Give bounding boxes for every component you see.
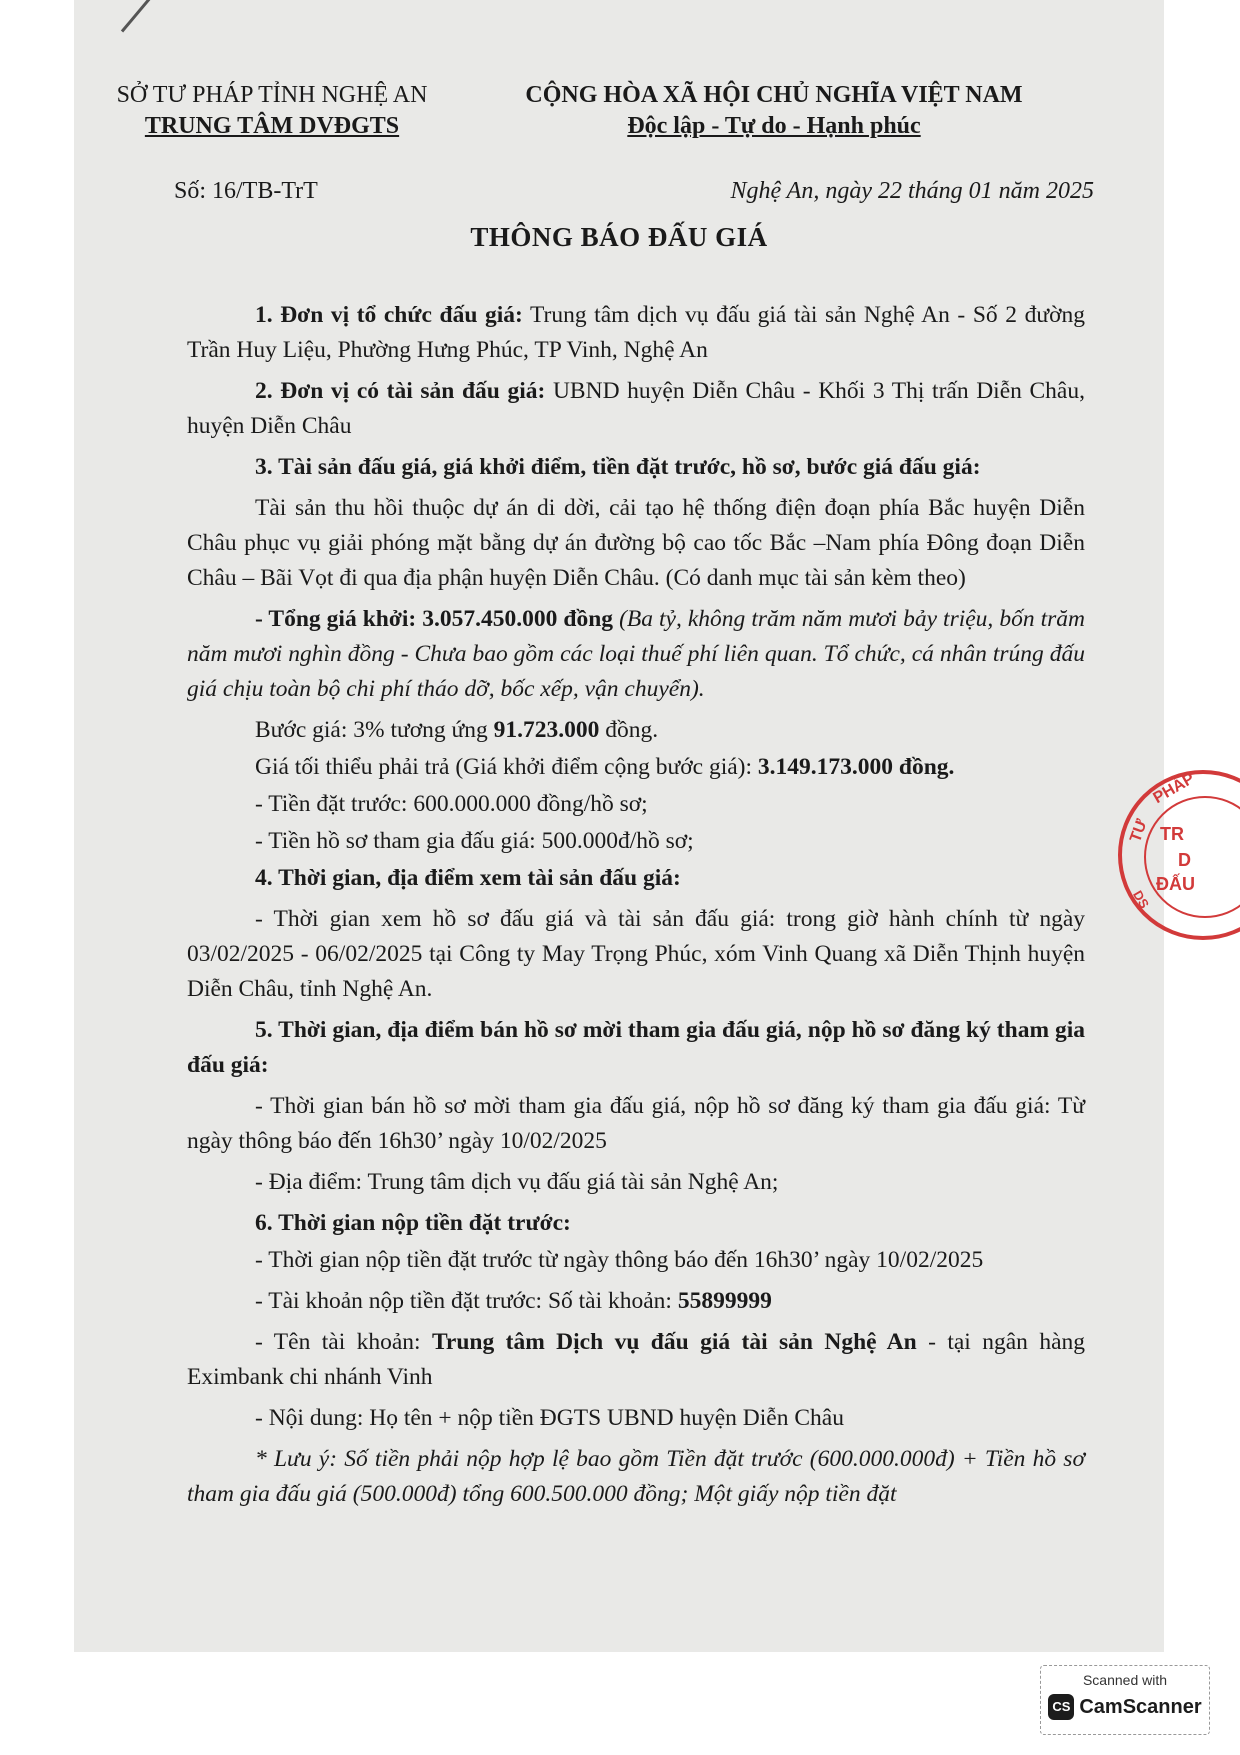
- camscanner-watermark: [1040, 1665, 1210, 1735]
- section-3-heading: 3. Tài sản đấu giá, giá khởi điểm, tiền đặt trước, hồ sơ, bước giá đấu giá:: [255, 454, 981, 480]
- stamp-inner-ring: [1144, 796, 1240, 918]
- payment-note: * Lưu ý: Số tiền phải nộp hợp lệ bao gồm Tiền đặt trước (600.000.000đ) + Tiền hồ sơ tham gia đấu giá (500.000đ) tổng 600.500.000 đồng; Một giấy nộp tiền đặt: [187, 1446, 1085, 1507]
- stamp-text: ĐẤU: [1156, 874, 1195, 894]
- stamp-text: TR: [1160, 824, 1184, 844]
- deposit-time: - Thời gian nộp tiền đặt trước từ ngày thông báo đến 16h30’ ngày 10/02/2025: [255, 1247, 984, 1273]
- camscanner-name: CamScanner: [1079, 1695, 1202, 1718]
- issuer-center: TRUNG TÂM DVĐGTS: [144, 113, 400, 139]
- scanned-with-label: Scanned with: [1082, 1672, 1168, 1688]
- section-5-heading: 5. Thời gian, địa điểm bán hồ sơ mời tham gia đấu giá, nộp hồ sơ đăng ký tham gia đấu giá:: [187, 1017, 1085, 1078]
- deposit-account: - Tài khoản nộp tiền đặt trước: Số tài khoản: 55899999: [255, 1288, 772, 1314]
- stamp-text: D: [1178, 850, 1191, 870]
- section-1: 1. Đơn vị tổ chức đấu giá: Trung tâm dịch vụ đấu giá tài sản Nghệ An - Số 2 đường Trần Huy Liệu, Phường Hưng Phúc, TP Vinh, Nghệ An: [187, 302, 1085, 363]
- national-title: CỘNG HÒA XÃ HỘI CHỦ NGHĨA VIỆT NAM: [525, 82, 1023, 108]
- account-name: - Tên tài khoản: Trung tâm Dịch vụ đấu giá tài sản Nghệ An - tại ngân hàng Eximbank chi nhánh Vinh: [187, 1329, 1085, 1390]
- payment-content: - Nội dung: Họ tên + nộp tiền ĐGTS UBND huyện Diễn Châu: [255, 1405, 844, 1431]
- dossier-fee: - Tiền hồ sơ tham gia đấu giá: 500.000đ/hồ sơ;: [255, 828, 694, 854]
- national-motto: Độc lập - Tự do - Hạnh phúc: [627, 113, 921, 139]
- deposit-amount: - Tiền đặt trước: 600.000.000 đồng/hồ sơ;: [255, 791, 648, 817]
- pen-mark: [121, 0, 152, 32]
- section-4-heading: 4. Thời gian, địa điểm xem tài sản đấu giá:: [255, 865, 681, 891]
- asset-description: Tài sản thu hồi thuộc dự án di dời, cải tạo hệ thống điện đoạn phía Bắc huyện Diễn Châu phục vụ giải phóng mặt bằng dự án đường bộ cao tốc Bắc –Nam phía Đông đoạn Diễn Châu – Bãi Vọt đi qua địa phận huyện Diễn Châu. (Có danh mục tài sản kèm theo): [187, 495, 1085, 591]
- issuer-department: SỞ TƯ PHÁP TỈNH NGHỆ AN: [116, 82, 428, 108]
- document-date: Nghệ An, ngày 22 tháng 01 năm 2025: [730, 178, 1094, 204]
- bid-step: Bước giá: 3% tương ứng 91.723.000 đồng.: [255, 717, 659, 743]
- sale-time: - Thời gian bán hồ sơ mời tham gia đấu giá, nộp hồ sơ đăng ký tham gia đấu giá: Từ ngày thông báo đến 16h30’ ngày 10/02/2025: [187, 1093, 1085, 1154]
- camscanner-brand: [1041, 1694, 1209, 1720]
- document-body: [187, 298, 1085, 1518]
- stamp-text: DS: [1130, 887, 1153, 912]
- starting-price: - Tổng giá khởi: 3.057.450.000 đồng (Ba tỷ, không trăm năm mươi bảy triệu, bốn trăm năm mươi nghìn đồng - Chưa bao gồm các loại thuế phí liên quan. Tổ chức, cá nhân trúng đấu giá chịu toàn bộ chi phí tháo dỡ, bốc xếp, vận chuyển).: [187, 606, 1085, 702]
- document-number: Số: 16/TB-TrT: [174, 178, 318, 204]
- viewing-time: - Thời gian xem hồ sơ đấu giá và tài sản đấu giá: trong giờ hành chính từ ngày 03/02/2025 - 06/02/2025 tại Công ty May Trọng Phúc, xóm Vinh Quang xã Diễn Thịnh huyện Diễn Châu, tỉnh Nghệ An.: [187, 906, 1085, 1002]
- section-2: 2. Đơn vị có tài sản đấu giá: UBND huyện Diễn Châu - Khối 3 Thị trấn Diễn Châu, huyện Diễn Châu: [187, 378, 1085, 439]
- document-title: THÔNG BÁO ĐẤU GIÁ: [470, 222, 768, 252]
- stamp-text: PHÁP: [1150, 770, 1198, 808]
- camscanner-icon: CS: [1048, 1694, 1074, 1720]
- sale-place: - Địa điểm: Trung tâm dịch vụ đấu giá tài sản Nghệ An;: [255, 1169, 779, 1195]
- minimum-price: Giá tối thiểu phải trả (Giá khởi điểm cộng bước giá): 3.149.173.000 đồng.: [255, 754, 955, 780]
- issuer-header: [102, 82, 442, 140]
- stamp-text: TƯ: [1127, 817, 1151, 845]
- section-6-heading: 6. Thời gian nộp tiền đặt trước:: [255, 1210, 571, 1236]
- national-header: [494, 82, 1054, 140]
